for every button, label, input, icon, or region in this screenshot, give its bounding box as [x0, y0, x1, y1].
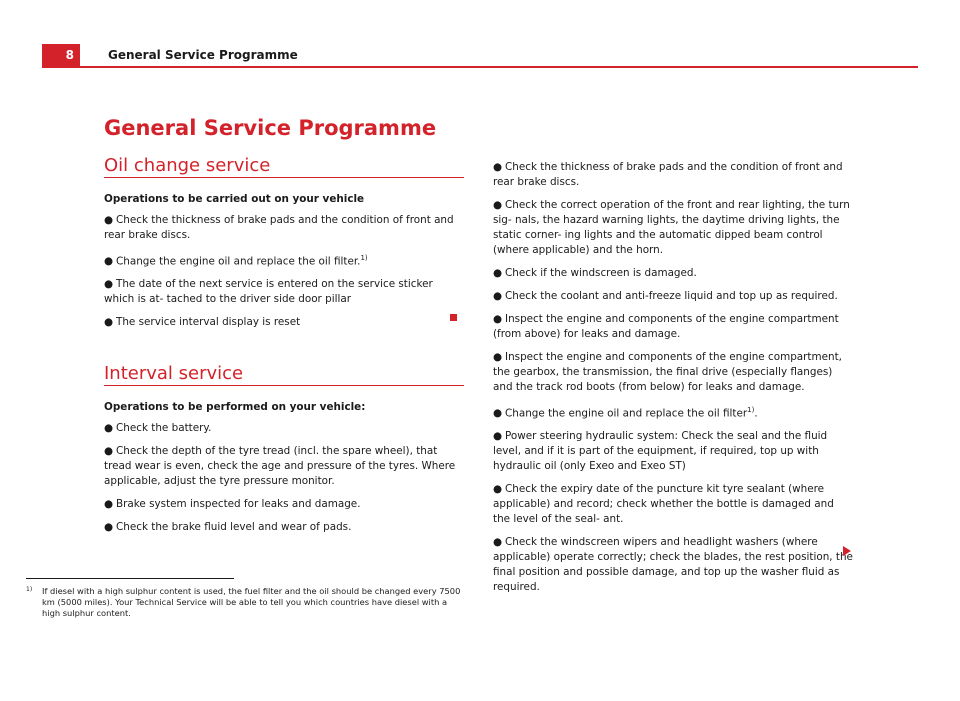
- list-item: ● Check the windscreen wipers and headlight washers (where applicable) operate correctly; check the blades, the rest position, the final position and possible damage, and top up the washer fluid as required.: [493, 536, 853, 594]
- bullet-icon: ●: [104, 278, 114, 291]
- right-column: [493, 160, 853, 603]
- list-item: ● Change the engine oil and replace the oil filter.$^{1)}$: [104, 254, 368, 268]
- bullet-icon: ●: [104, 445, 114, 458]
- oil-change-title: Oil change service: [104, 158, 464, 178]
- bullet-icon: ●: [104, 422, 114, 435]
- bullet-icon: ●: [493, 290, 503, 302]
- bullet-icon: ●: [104, 316, 114, 329]
- bullet-icon: ●: [493, 199, 503, 211]
- oil-change-subhead: Operations to be carried out on your vehicle: [104, 193, 365, 205]
- list-item: ● The service interval display is reset: [104, 316, 301, 329]
- footnote-text: If diesel with a high sulphur content is used, the fuel filter and the oil should be changed every 7500 km (5000 miles). Your Technical Service will be able to tell you which countries have diesel with a high sulphur content.: [42, 586, 461, 618]
- bullet-icon: ●: [493, 536, 503, 549]
- list-item: ● Check the coolant and anti-freeze liquid and top up as required.: [493, 290, 838, 302]
- bullet-icon: ●: [493, 430, 503, 443]
- bullet-icon: ●: [104, 214, 114, 226]
- page-number: 8: [42, 44, 80, 66]
- bullet-icon: ●: [104, 498, 114, 511]
- list-item: ● The date of the next service is entered on the service sticker which is at- tached to the driver side door pillar: [104, 278, 433, 306]
- continue-arrow-icon: [843, 546, 851, 556]
- left-column: [104, 155, 464, 543]
- list-item: ● Brake system inspected for leaks and damage.: [104, 498, 361, 511]
- chapter-title: General Service Programme: [104, 116, 437, 140]
- list-item: ● Check the expiry date of the puncture kit tyre sealant (where applicable) and record; check whether the bottle is damaged and the level of the seal- ant.: [493, 483, 834, 526]
- section-end-icon: [450, 314, 457, 321]
- bullet-icon: ●: [493, 267, 503, 279]
- bullet-icon: ●: [493, 483, 503, 496]
- list-item: ● Check the correct operation of the front and rear lighting, the turn sig- nals, the hazard warning lights, the daytime driving lights, the static corner- ing lights and the automatic dipped beam control (where applicable) and the horn.: [493, 199, 850, 256]
- list-item: ● Power steering hydraulic system: Check the seal and the fluid level, and if it is part of the equipment, if required, top up with hydraulic oil (only Exeo and Exeo ST): [493, 430, 828, 473]
- interval-title: Interval service: [104, 366, 464, 386]
- list-item: ● Inspect the engine and components of the engine compartment, the gearbox, the transmission, the final drive (especially flanges) and the track rod boots (from below) for leaks and damage.: [493, 351, 842, 393]
- bullet-icon: ●: [493, 407, 503, 420]
- footnote: [26, 586, 466, 619]
- list-item: ● Check the brake fluid level and wear of pads.: [104, 521, 352, 534]
- bullet-icon: ●: [104, 521, 114, 534]
- footnote-ref: 1): [360, 254, 368, 262]
- running-header: [42, 44, 918, 68]
- bullet-icon: ●: [493, 351, 503, 363]
- bullet-icon: ●: [493, 313, 503, 325]
- interval-subhead: Operations to be performed on your vehicle:: [104, 401, 366, 414]
- list-item: ● Inspect the engine and components of the engine compartment (from above) for leaks and damage.: [493, 313, 839, 340]
- list-item: ● Check the thickness of brake pads and the condition of front and rear brake discs.: [104, 214, 454, 241]
- list-item: ● Check the thickness of brake pads and the condition of front and rear brake discs.: [493, 161, 843, 188]
- bullet-icon: ●: [104, 255, 114, 268]
- bullet-icon: ●: [493, 161, 503, 173]
- running-title: General Service Programme: [108, 48, 298, 62]
- list-item: ● Change the engine oil and replace the oil filter$^{1)}$.: [493, 406, 758, 420]
- list-item: ● Check the depth of the tyre tread (incl. the spare wheel), that tread wear is even, check the age and pressure of the tyres. Where applicable, adjust the tyre pressure monitor.: [104, 445, 456, 488]
- footnote-divider: [26, 578, 234, 579]
- list-item: ● Check the battery.: [104, 422, 212, 435]
- footnote-ref: 1): [747, 406, 755, 414]
- footnote-mark: 1): [26, 586, 33, 593]
- list-item: ● Check if the windscreen is damaged.: [493, 267, 697, 279]
